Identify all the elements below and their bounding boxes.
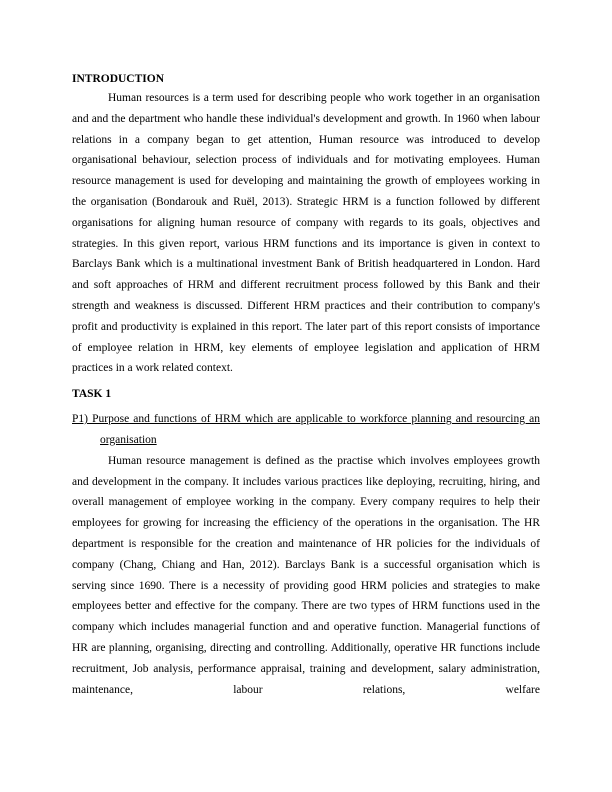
introduction-paragraph: Human resources is a term used for describing people who work together in an organisation and and the department who handle these individual's development and growth. In 1960 when labour relations in a company began to get attention, Human resource was introduced to develop organisational behaviour, selection process of individuals and for motivating employees. Human resource management is used for developing and maintaining the growth of employees working in the organisation (Bondarouk and Ruël, 2013). Strategic HRM is a function followed by different organisations for aligning human resource of company with regards to its goals, objectives and strategies. In this given report, various HRM functions and its importance is given in context to Barclays Bank which is a multinational investment Bank of British headquartered in London. Hard and soft approaches of HRM and different recruitment process followed by this Bank and their strength and weakness is discussed. Different HRM practices and their contribution to company's profit and productivity is explained in this report. The later part of this report consists of importance of employee relation in HRM, key elements of employee legislation and application of HRM practices in a work related context. <box>72 92 540 375</box>
task-1-heading: TASK 1 <box>72 388 112 401</box>
introduction-heading: INTRODUCTION <box>72 73 165 85</box>
p1-paragraph: Human resource management is defined as the practise which involves employees growth and development in the company. It includes various practices like deploying, recruiting, hiring, and overall management of employee working in the company. Every company requires to help their employees for growing for increasing the efficiency of the operations in the organisation. The HR department is responsible for the creation and maintenance of HR policies for the individuals of company (Chang, Chiang and Han, 2012). Barclays Bank is a successful organisation which is serving since 1690. There is a necessity of providing good HRM policies and strategies to make employees better and effective for the company. There are two types of HRM functions used in the company which includes managerial function and and operative function. Managerial functions of HR are planning, organising, directing and controlling. Additionally, operative HR functions include recruitment, Job analysis, performance appraisal, training and development, salary administration, maintenance, labour relations, welfare <box>72 454 540 696</box>
p1-subheading: P1) Purpose and functions of HRM which are applicable to workforce planning and resourcing an organisation <box>72 413 540 446</box>
document-page <box>72 70 540 700</box>
